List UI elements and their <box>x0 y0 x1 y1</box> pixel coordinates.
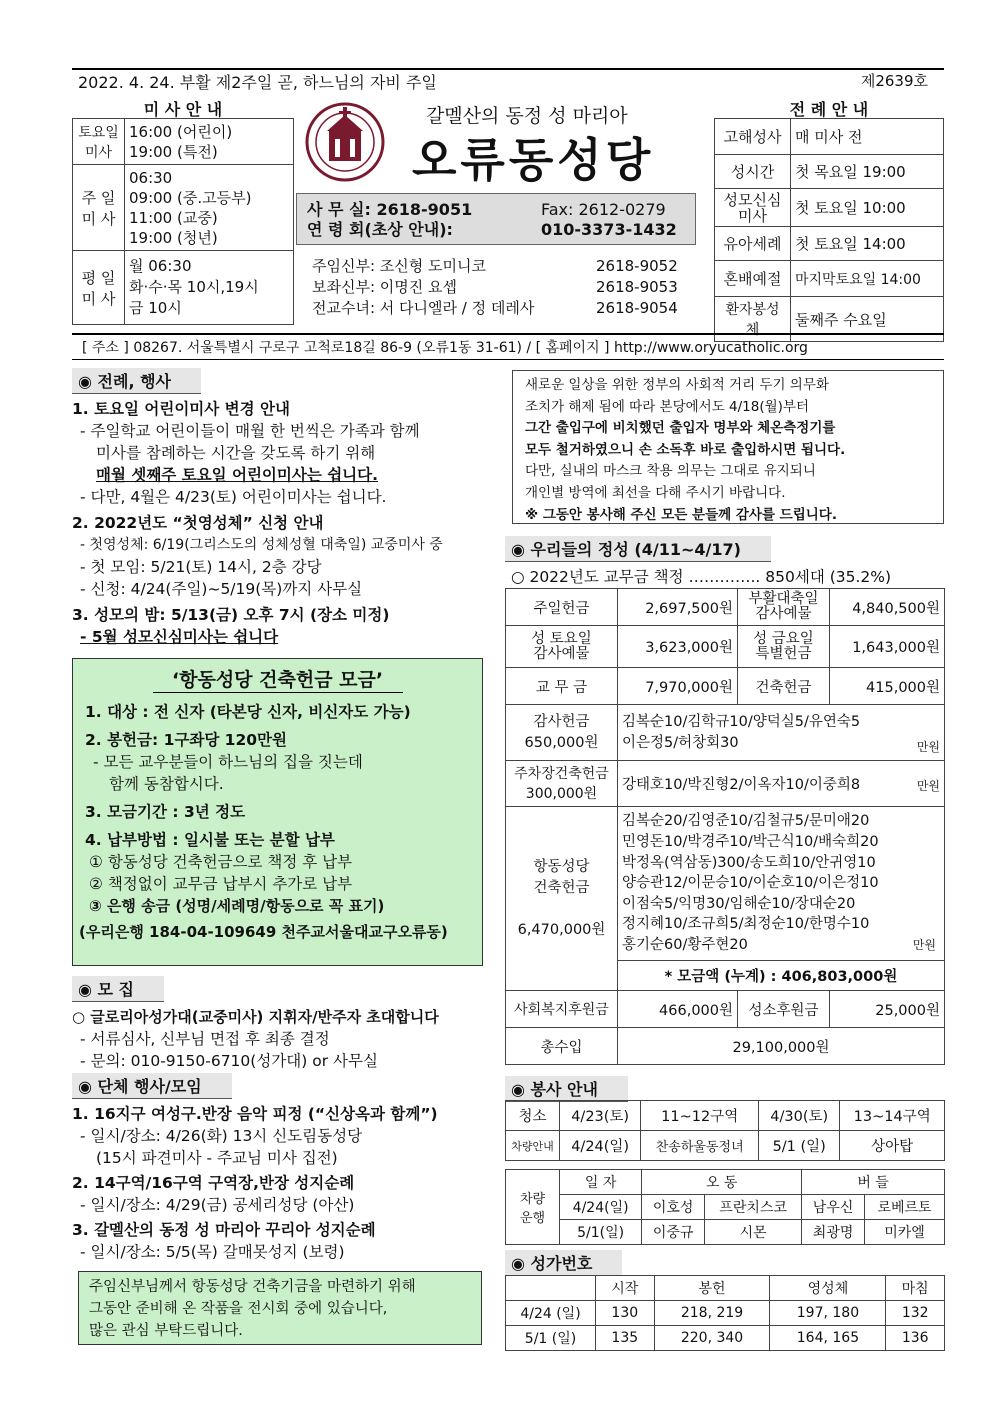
hymn-head: 시작 <box>596 1276 655 1301</box>
hymn-table <box>505 1275 945 1351</box>
off-label: 성 금요일 특별헌금 <box>738 626 830 668</box>
exhibit-line: 주임신부님께서 항동성당 건축기금을 마련하기 위해 <box>89 1279 416 1295</box>
car-cell: 4/24(일) <box>560 1195 642 1220</box>
mass-times: 16:00 (어린이) 19:00 (특전) <box>125 119 294 165</box>
off-value: 466,000원 <box>618 991 738 1028</box>
recruit-line: - 문의: 010-9150-6710(성가대) or 사무실 <box>80 1052 378 1070</box>
mass-label: 토요일 미사 <box>73 119 125 165</box>
hymn-head: 봉헌 <box>654 1276 770 1301</box>
clergy-name: 주임신부: 조신형 도미니코 <box>312 257 486 275</box>
hymn-head <box>506 1276 596 1301</box>
hymn-cell: 218, 219 <box>654 1301 770 1326</box>
building-fund-title: ‘항동성당 건축헌금 모금’ <box>153 665 403 693</box>
exhibit-line: 많은 관심 부탁드립니다. <box>89 1323 243 1339</box>
off-label: 성소후원금 <box>738 991 830 1028</box>
hymn-head: 영성체 <box>770 1276 886 1301</box>
recruit-section <box>72 976 496 1072</box>
office-phone: 2618-9051 <box>376 200 473 219</box>
notice-line: 새로운 일상을 위한 정부의 사회적 거리 두기 의무화 <box>525 377 829 393</box>
liturgy-line: 미사를 참례하는 시간을 갖도록 하기 위해 <box>96 444 376 462</box>
notice-line: ※ 그동안 봉사해 주신 모든 분들께 감사를 드립니다. <box>525 506 837 523</box>
hymn-heading: ◉ 성가번호 <box>505 1250 622 1276</box>
off-value: 3,623,000원 <box>618 626 738 668</box>
groups-line: - 일시/장소: 5/5(목) 갈매못성지 (보령) <box>80 1243 345 1261</box>
building-line: ① 항동성당 건축헌금으로 책정 후 납부 <box>89 853 353 871</box>
hymn-cell: 164, 165 <box>770 1326 886 1351</box>
car-head: 버 들 <box>802 1170 945 1195</box>
parish-name: 오류동성당 <box>412 133 655 187</box>
hymn-cell: 4/24 (일) <box>506 1301 596 1326</box>
mass-table <box>72 118 294 325</box>
hymn-heading-wrap <box>505 1250 622 1276</box>
rite-label: 환자봉성체 <box>715 297 791 342</box>
car-table <box>505 1169 945 1245</box>
groups-item: 3. 갈멜산의 동정 성 마리아 꾸리아 성지순례 <box>72 1221 376 1239</box>
rite-table <box>714 118 944 342</box>
off-value: 25,000원 <box>830 991 945 1028</box>
mass-title: 미 사 안 내 <box>143 100 223 119</box>
off-value: 1,643,000원 <box>830 626 945 668</box>
total-fund: * 모금액 (누계) : 406,803,000원 <box>618 961 945 991</box>
mass-times: 06:30 09:00 (중.고등부) 11:00 (교중) 19:00 (청년) <box>125 165 294 251</box>
rite-label: 성시간 <box>715 155 791 189</box>
address-bar: [ 주소 ] 08267. 서울특별시 구로구 고척로18길 86-9 (오류1동 31-61) / [ 홈페이지 ] http://www.oryucatholic.org <box>72 333 944 360</box>
groups-line: - 일시/장소: 4/29(금) 공세리성당 (아산) <box>80 1196 355 1214</box>
notice-line: 조치가 해제 됨에 따라 본당에서도 4/18(월)부터 <box>525 398 810 415</box>
mass-times: 월 06:30 화·수·목 10시,19시 금 10시 <box>125 251 294 325</box>
rite-label: 유아세례 <box>715 227 791 261</box>
office-label: 사 무 실: <box>307 200 371 219</box>
off-value: 4,840,500원 <box>830 589 945 626</box>
unit-label: 만원 <box>912 938 936 953</box>
notice-line: 그간 출입구에 비치했던 출입자 명부와 체온측정기를 <box>525 420 836 437</box>
exhibition-notice <box>78 1271 482 1345</box>
building-line: 2. 봉헌금: 1구좌당 120만원 <box>85 731 287 749</box>
liturgy-line: - 주일학교 어린이들이 매월 한 번씩은 가족과 함께 <box>80 422 420 440</box>
issue-number: 제2639호 <box>860 72 928 90</box>
rite-value: 매 미사 전 <box>791 119 944 155</box>
service-heading: ◉ 봉사 안내 <box>505 1076 628 1102</box>
mass-label: 주 일 미 사 <box>73 165 125 251</box>
building-line: 1. 대상 : 전 신자 (타본당 신자, 비신자도 가능) <box>85 703 411 721</box>
hymn-head: 마침 <box>886 1276 945 1301</box>
off-value: 415,000원 <box>830 668 945 705</box>
car-cell: 미카엘 <box>865 1220 945 1245</box>
car-head: 일 자 <box>560 1170 642 1195</box>
covid-notice <box>512 370 944 524</box>
unit-label: 만원 <box>916 740 940 754</box>
clergy-phone: 2618-9053 <box>596 278 678 296</box>
svc-date: 4/23(토) <box>560 1101 641 1131</box>
svc-team: 13~14구역 <box>840 1101 945 1131</box>
clergy-list <box>312 256 678 319</box>
rite-value: 마지막토요일 14:00 <box>791 261 944 297</box>
rite-label: 혼배예절 <box>715 261 791 297</box>
recruit-line: - 서류심사, 신부님 면접 후 최종 결정 <box>80 1030 330 1048</box>
off-label: 교 무 금 <box>506 668 618 705</box>
building-line: ② 책정없이 교무금 납부시 추가로 납부 <box>89 875 353 893</box>
header-rule <box>72 68 944 70</box>
bulletin-date: 2022. 4. 24. 부활 제2주일 곧, 하느님의 자비 주일 <box>78 73 437 92</box>
car-cell: 이중규 <box>642 1220 705 1245</box>
liturgy-item: 3. 성모의 밤: 5/13(금) 오후 7시 (장소 미정) <box>72 606 390 624</box>
parking-names <box>618 761 945 807</box>
office-contact-box <box>296 193 696 245</box>
rite-value: 둘째주 수요일 <box>791 297 944 342</box>
rite-value: 첫 목요일 19:00 <box>791 155 944 189</box>
car-cell: 이호성 <box>642 1195 705 1220</box>
car-cell: 남우신 <box>802 1195 865 1220</box>
hymn-cell: 5/1 (일) <box>506 1326 596 1351</box>
svc-date: 4/24(일) <box>560 1131 641 1161</box>
recruit-line: ○ 글로리아성가대(교중미사) 지휘자/반주자 초대합니다 <box>72 1008 439 1026</box>
parking-label: 주차장건축헌금 300,000원 <box>506 761 618 807</box>
off-label: 총수입 <box>506 1028 618 1065</box>
hymn-cell: 132 <box>886 1301 945 1326</box>
car-cell: 5/1(일) <box>560 1220 642 1245</box>
mass-label: 평 일 미 사 <box>73 251 125 325</box>
liturgy-line: 매월 셋째주 토요일 어린이미사는 쉽니다. <box>96 466 379 484</box>
groups-item: 1. 16지구 여성구.반장 음악 피정 (“신상옥과 함께”) <box>72 1105 438 1123</box>
liturgy-item: 1. 토요일 어린이미사 변경 안내 <box>72 400 290 418</box>
hymn-cell: 130 <box>596 1301 655 1326</box>
office-fax: Fax: 2612-0279 <box>541 200 666 219</box>
notice-line: 개인별 방역에 최선을 다해 주시기 바랍니다. <box>525 484 786 501</box>
building-line: 4. 납부방법 : 일시불 또는 분할 납부 <box>85 831 335 849</box>
clergy-phone: 2618-9054 <box>596 299 678 317</box>
offering-heading-wrap <box>505 536 891 588</box>
building-fund-box <box>72 658 483 966</box>
liturgy-item: 2. 2022년도 “첫영성체” 신청 안내 <box>72 514 324 532</box>
notice-line: 모두 철거하였으니 손 소독후 바로 출입하시면 됩니다. <box>525 441 846 458</box>
off-value: 2,697,500원 <box>618 589 738 626</box>
car-head: 오 동 <box>642 1170 802 1195</box>
unit-label: 만원 <box>916 779 940 793</box>
exhibit-line: 그동안 준비해 온 작품을 전시회 중에 있습니다, <box>89 1301 388 1317</box>
groups-line: (15시 파견미사 - 주교님 미사 집전) <box>96 1149 338 1167</box>
total-income: 29,100,000원 <box>618 1028 945 1065</box>
donor-list: 강태호10/박진형2/이옥자10/이중희8 <box>622 777 861 793</box>
offering-heading: ◉ 우리들의 정성 (4/11~4/17) <box>505 536 771 562</box>
car-cell: 로베르토 <box>865 1195 945 1220</box>
hangdong-names <box>618 807 945 961</box>
offering-subtitle: ○ 2022년도 교무금 책정 ………….. 850세대 (35.2%) <box>511 568 892 586</box>
liturgy-line: - 다만, 4월은 4/23(토) 어린이미사는 쉽니다. <box>80 488 387 506</box>
off-label: 주일헌금 <box>506 589 618 626</box>
hymn-cell: 220, 340 <box>654 1326 770 1351</box>
svc-label: 차량안내 <box>506 1131 560 1161</box>
liturgy-section <box>72 368 496 648</box>
thanks-label: 감사헌금 650,000원 <box>506 705 618 761</box>
off-value: 7,970,000원 <box>618 668 738 705</box>
clergy-name: 전교수녀: 서 다니엘라 / 정 데레사 <box>312 299 535 317</box>
building-line: 함께 동참합시다. <box>109 775 224 793</box>
offering-table <box>505 588 945 1065</box>
off-label: 사회복지후원금 <box>506 991 618 1028</box>
groups-section <box>72 1073 496 1263</box>
building-line: - 모든 교우분들이 하느님의 집을 짓는데 <box>93 753 363 771</box>
hymn-cell: 136 <box>886 1326 945 1351</box>
liturgy-heading: ◉ 전례, 행사 <box>72 368 201 394</box>
off-label: 부활대축일 감사예물 <box>738 589 830 626</box>
car-label: 차량 운행 <box>506 1170 560 1245</box>
svc-team: 상아탑 <box>840 1131 945 1161</box>
bank-account: (우리은행 184-04-109649 천주교서울대교구오류동) <box>79 923 448 941</box>
rite-value: 첫 토요일 14:00 <box>791 227 944 261</box>
hymn-cell: 197, 180 <box>770 1301 886 1326</box>
groups-line: - 일시/장소: 4/26(화) 13시 신도림동성당 <box>80 1127 363 1145</box>
rite-label: 성모신심 미사 <box>715 189 791 227</box>
hangdong-label: 항동성당 건축헌금 6,470,000원 <box>506 807 618 991</box>
clergy-name: 보좌신부: 이명진 요셉 <box>312 278 458 296</box>
rite-label: 고해성사 <box>715 119 791 155</box>
off-label: 성 토요일 감사예물 <box>506 626 618 668</box>
svc-label: 청소 <box>506 1101 560 1131</box>
liturgy-line: - 5월 성모신심미사는 쉽니다 <box>80 628 279 646</box>
off-label: 건축헌금 <box>738 668 830 705</box>
liturgy-line: - 첫 모임: 5/21(토) 14시, 2층 강당 <box>80 558 322 576</box>
svc-team: 11~12구역 <box>641 1101 759 1131</box>
building-line: ③ 은행 송금 (성명/세례명/항동으로 꼭 표기) <box>89 897 385 915</box>
liturgy-line: - 첫영성체: 6/19(그리스도의 성체성혈 대축일) 교중미사 중 <box>80 537 443 553</box>
thanks-names <box>618 705 945 761</box>
notice-line: 다만, 실내의 마스크 착용 의무는 그대로 유지되니 <box>525 463 816 480</box>
service-table <box>505 1100 945 1161</box>
service-heading-wrap <box>505 1076 628 1102</box>
rite-title: 전 례 안 내 <box>789 100 869 119</box>
building-line: 3. 모금기간 : 3년 정도 <box>85 803 246 821</box>
donor-list: 김복순10/김학규10/양덕실5/유연숙5 이은정5/허창회30 <box>622 713 861 751</box>
svc-team: 찬송하울동정녀 <box>641 1131 759 1161</box>
donor-list: 김복순20/김영준10/김철규5/문미애20 민영돈10/박경주10/박근식10/배숙희20 박정옥(역삼동)300/송도희10/안귀영10 양승관12/이문승10/이순호10/이은정10 이점숙5/익명30/임해순10/장대순20 정지혜10/조규희5/최정순10/한명수10 홍기순60/황주현20 <box>622 813 879 953</box>
hymn-cell: 135 <box>596 1326 655 1351</box>
car-cell: 최광명 <box>802 1220 865 1245</box>
svc-date: 5/1 (일) <box>759 1131 840 1161</box>
recruit-heading: ◉ 모 집 <box>72 976 164 1002</box>
parish-seal-logo <box>305 101 399 183</box>
car-cell: 프란치스코 <box>705 1195 802 1220</box>
liturgy-line: - 신청: 4/24(주일)~5/19(목)까지 사무실 <box>80 580 363 598</box>
groups-item: 2. 14구역/16구역 구역장,반장 성지순례 <box>72 1174 355 1192</box>
car-cell: 시몬 <box>705 1220 802 1245</box>
funeral-label: 연 령 회(초상 안내): <box>307 220 453 239</box>
parish-subtitle: 갈멜산의 동정 성 마리아 <box>426 105 628 127</box>
groups-heading: ◉ 단체 행사/모임 <box>72 1073 232 1099</box>
clergy-phone: 2618-9052 <box>596 257 678 275</box>
svc-date: 4/30(토) <box>759 1101 840 1131</box>
rite-value: 첫 토요일 10:00 <box>791 189 944 227</box>
funeral-phone: 010-3373-1432 <box>541 220 677 239</box>
